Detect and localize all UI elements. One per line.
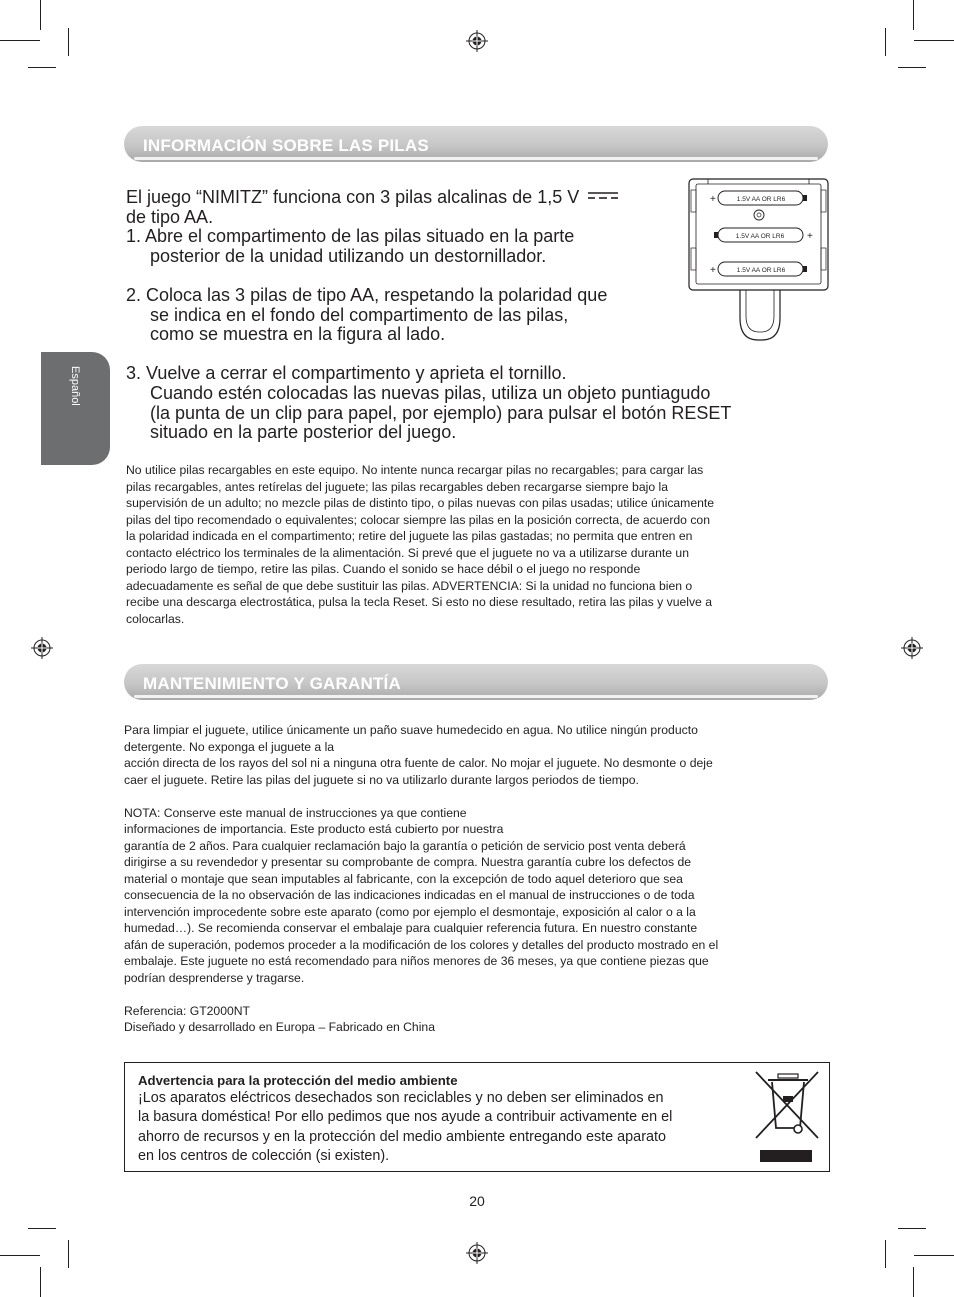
care-line: Para limpiar el juguete, utilice únicamente un paño suave humedecido en agua. No utilice ningún producto <box>124 723 698 737</box>
warning-line: periodo largo de tiempo, retire las pilas. Cuando el sonido se hace débil o el juego no responde <box>126 562 641 576</box>
step-1-line: posterior de la unidad utilizando un destornillador. <box>150 245 547 266</box>
note-line: informaciones de importancia. Este producto está cubierto por nuestra <box>124 822 504 836</box>
warning-line: adecuadamente es señal de que debe sustituir las pilas. ADVERTENCIA: Si la unidad no funciona bien o <box>126 578 693 593</box>
step-3-line: situado en la parte posterior del juego. <box>150 422 457 443</box>
warning-line: la polaridad indicada en el compartimento; retire del juguete las pilas gastadas; no permita que entren en <box>126 529 693 543</box>
note-line: humedad…). Se recomienda conservar el embalaje para cualquier referencia futura. En nuestro constante <box>124 921 698 935</box>
warning-line: pilas del tipo recomendado o equivalentes; colocar siempre las pilas en la posición correcta, de acuerdo con <box>126 512 710 527</box>
svg-text:+: + <box>710 265 716 276</box>
step-2-line: como se muestra en la figura al lado. <box>150 324 446 345</box>
warning-line: pilas recargables, antes retírelas del juguete; las pilas recargables deben recargarse siempre bajo la <box>126 479 668 494</box>
care-line: acción directa de los rayos del sol ni a ninguna otra fuente de calor. No mojar el juguete. No desmonte o deje <box>124 756 713 770</box>
origin-text: Diseñado y desarrollado en Europa – Fabricado en China <box>124 1020 435 1034</box>
environment-line: la basura doméstica! Por ello pedimos que nos ayude a contribuir activamente en el <box>138 1109 673 1126</box>
maintenance-text <box>124 722 836 1036</box>
environment-line: ¡Los aparatos eléctricos desechados son reciclables y no deben ser eliminados en <box>138 1090 664 1106</box>
environment-line: ahorro de recursos y en la protección del medio ambiente entregando este aparato <box>138 1128 666 1145</box>
intro-line: de tipo AA. <box>126 206 214 227</box>
warning-line: supervisión de un adulto; no mezcle pilas de distinto tipo, o pilas nuevas con pilas usadas; utilice únicamente <box>126 496 715 510</box>
note-line: podrían desprenderse y tragarse. <box>124 970 305 985</box>
svg-text:+: + <box>710 194 716 205</box>
warning-line: colocarlas. <box>126 611 185 626</box>
maintenance-section-title: MANTENIMIENTO Y GARANTÍA <box>143 674 401 693</box>
intro-line: El juego “NIMITZ” funciona con 3 pilas alcalinas de 1,5 V <box>126 187 580 207</box>
warning-line: recibe una descarga electrostática, pulsa la tecla Reset. Si esto no diese resultado, retira las pilas y vuelve a <box>126 595 712 609</box>
reference-text: Referencia: GT2000NT <box>124 1003 250 1018</box>
crossed-out-bin-icon <box>754 1070 822 1166</box>
note-line: dirigirse a su revendedor y presentar su comprobante de compra. Nuestra garantía cubre los defectos de <box>124 855 692 869</box>
step-3-line: Cuando estén colocadas las nuevas pilas, utiliza un objeto puntiagudo <box>150 382 711 403</box>
care-line: caer el juguete. Retire las pilas del juguete si no va utilizarlo durante largos periodos de tiempo. <box>124 772 639 787</box>
battery-label: 1.5V AA OR LR6 <box>736 196 786 203</box>
dc-symbol-icon <box>587 191 619 201</box>
note-line: embalaje. Este juguete no está recomendado para niños menores de 36 meses, ya que contiene piezas que <box>124 954 709 968</box>
environment-text <box>138 1072 758 1166</box>
step-2-line: 2. Coloca las 3 pilas de tipo AA, respetando la polaridad que <box>126 284 608 305</box>
language-tab <box>41 352 110 465</box>
registration-mark-icon <box>31 637 53 659</box>
note-line: garantía de 2 años. Para cualquier reclamación bajo la garantía o petición de servicio post venta deberá <box>124 838 686 853</box>
page-number: 20 <box>469 1193 485 1209</box>
registration-mark-icon <box>466 1242 488 1264</box>
registration-mark-icon <box>901 637 923 659</box>
note-line: consecuencia de la no observación de las indicaciones indicadas en el manual de instrucciones o de toda <box>124 888 695 902</box>
step-1-line: 1. Abre el compartimento de las pilas situado en la parte <box>126 226 575 247</box>
battery-warning-paragraph <box>126 462 838 627</box>
battery-label: 1.5V AA OR LR6 <box>736 267 786 274</box>
step-3-line: 3. Vuelve a cerrar el compartimento y aprieta el tornillo. <box>126 363 567 384</box>
warning-line: No utilice pilas recargables en este equipo. No intente nunca recargar pilas no recargables; para cargar las <box>126 463 704 477</box>
note-line: afán de superación, podemos proceder a la modificación de los colores y detalles del producto mostrado en el <box>124 937 719 952</box>
environment-notice-box <box>124 1062 830 1172</box>
registration-mark-icon <box>466 30 488 52</box>
environment-title: Advertencia para la protección del medio ambiente <box>138 1073 458 1088</box>
note-line: material o montaje que sean imputables al fabricante, con la excepción de todo aquel deterioro que sea <box>124 871 683 886</box>
svg-text:+: + <box>807 231 813 242</box>
care-line: detergente. No exponga el juguete a la <box>124 739 335 754</box>
batteries-section-banner <box>124 126 828 162</box>
batteries-section-title: INFORMACIÓN SOBRE LAS PILAS <box>143 136 429 155</box>
battery-label: 1.5V AA OR LR6 <box>735 233 785 240</box>
environment-line: en los centros de colección (si existen). <box>138 1147 390 1164</box>
battery-compartment-illustration <box>688 178 830 342</box>
language-tab-label: Español <box>69 366 81 406</box>
maintenance-section-banner <box>124 664 828 700</box>
step-3-line: (la punta de un clip para papel, por ejemplo) para pulsar el botón RESET <box>150 402 732 423</box>
warning-line: contacto eléctrico los terminales de la alimentación. Si prevé que el juguete no va a utilizarse durante un <box>126 545 689 560</box>
note-line: intervención improcedente sobre este aparato (como por ejemplo el desmontaje, exposición al calor o a la <box>124 904 696 919</box>
step-2-line: se indica en el fondo del compartimento de las pilas, <box>150 304 569 325</box>
note-line: NOTA: Conserve este manual de instrucciones ya que contiene <box>124 805 467 820</box>
